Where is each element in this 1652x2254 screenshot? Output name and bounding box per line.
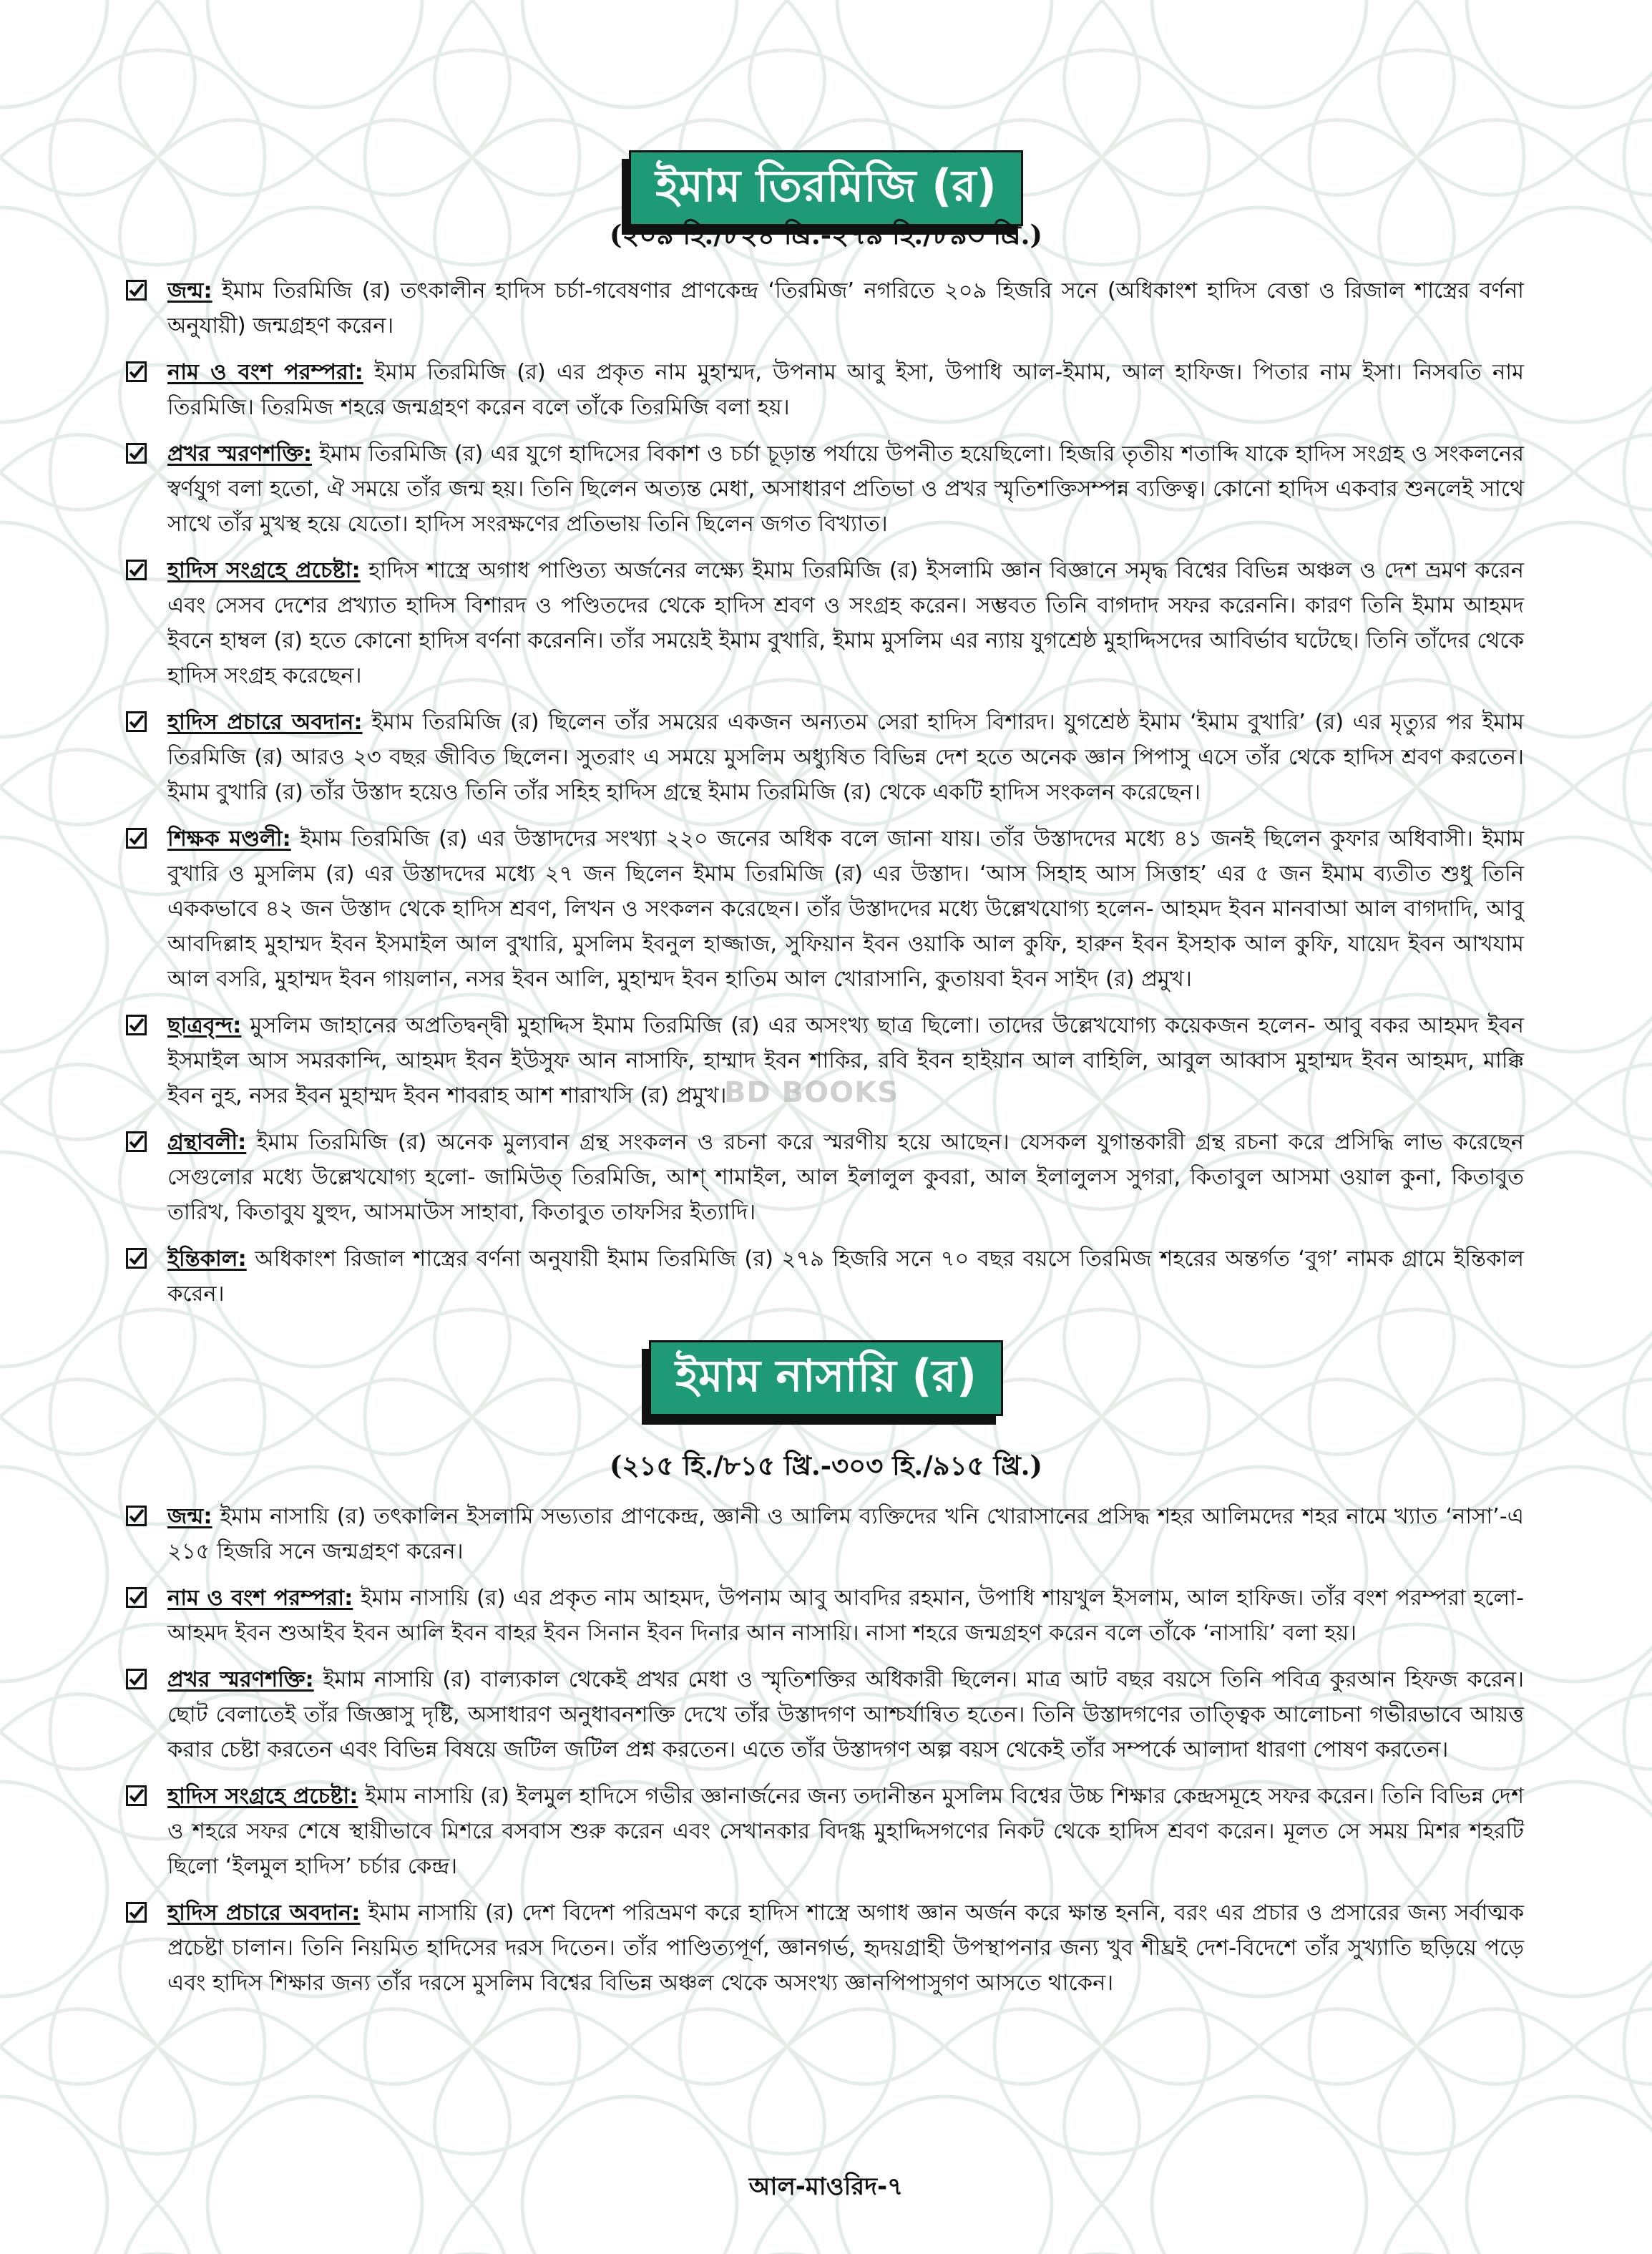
section1-item-name-lineage	[123, 355, 1524, 425]
section2-item-collection-effort	[123, 1779, 1524, 1884]
checkbox-checked-icon	[126, 711, 147, 732]
checkbox-checked-icon	[126, 280, 147, 301]
item-body: ইমাম নাসায়ি (র) ইলমুল হাদিসে গভীর জ্ঞানার্জনের জন্য তদানীন্তন মুসলিম বিশ্বের উচ্চ শিক্ষার কেন্দ্রসমূহে সফর করেন। তিনি বিভিন্ন দেশ ও শহরে সফর শেষে স্থায়ীভাবে মিশরে বসবাস শুরু করেন এবং সেখানকার বিদগ্ধ মুহাদ্দিসগণের নিকট থেকে হাদিস শ্রবণ করেন। মূলত সে সময় মিশর শহরটি ছিলো ‘ইলমুল হাদিস’ চর্চার কেন্দ্র।	[167, 1784, 1524, 1879]
checkbox-checked-icon	[126, 1902, 147, 1923]
item-body: ইমাম তিরমিজি (র) ছিলেন তাঁর সময়ের একজন অন্যতম সেরা হাদিস বিশারদ। যুগশ্রেষ্ঠ ইমাম ‘ইমাম বুখারি’ (র) এর মৃত্যুর পর ইমাম তিরমিজি (র) আরও ২৩ বছর জীবিত ছিলেন। সুতরাং এ সময়ে মুসলিম অধ্যুষিত বিভিন্ন দেশ হতে অনেক জ্ঞান পিপাসু এসে তাঁর থেকে হাদিস শ্রবণ করতেন। ইমাম বুখারি (র) তাঁর উস্তাদ হয়েও তিনি তাঁর সহিহ হাদিস গ্রন্থে ইমাম তিরমিজি (র) থেকে একটি হাদিস সংকলন করেছেন।	[167, 710, 1525, 805]
item-label: জন্ম:	[167, 278, 212, 303]
item-body: ইমাম তিরমিজি (র) এর উস্তাদদের সংখ্যা ২২০ জনের অধিক বলে জানা যায়। তাঁর উস্তাদদের মধ্যে ৪১ জনই ছিলেন কুফার অধিবাসী। ইমাম বুখারি ও মুসলিম (র) এর উস্তাদদের মধ্যে ২৭ জন ছিলেন ইমাম তিরমিজি (র) এর উস্তাদ। ‘আস সিহাহ আস সিত্তাহ’ এর ৫ জন ইমাম ব্যতীত শুধু তিনি এককভাবে ৪২ জন উস্তাদ থেকে হাদিস শ্রবণ, লিখন ও সংকলন করেছেন। তাঁর উস্তাদদের মধ্যে উল্লেখযোগ্য হলেন- আহমদ ইবন মানবাআ আল বাগদাদি, আবু আবদিল্লাহ মুহাম্মদ ইবন ইসমাইল আল বুখারি, মুসলিম ইবনুল হাজ্জাজ, সুফিয়ান ইবন ওয়াকি আল কুফি, হারুন ইবন ইসহাক আল কুফি, যায়েদ ইবন আখযাম আল বসরি, মুহাম্মদ ইবন গায়লান, নসর ইবন আলি, মুহাম্মদ ইবন হাতিম আল খোরাসানি, কুতায়বা ইবন সাইদ (র) প্রমুখ।	[167, 826, 1525, 992]
section2-item-memory	[123, 1662, 1524, 1767]
item-label: গ্রন্থাবলী:	[167, 1130, 247, 1155]
section1-item-books	[123, 1125, 1524, 1230]
item-label: হাদিস সংগ্রহে প্রচেষ্টা:	[167, 558, 361, 583]
item-body: ইমাম তিরমিজি (র) অনেক মুল্যবান গ্রন্থ সংকলন ও রচনা করে স্মরণীয় হয়ে আছেন। যেসকল যুগান্তকারী গ্রন্থ রচনা করে প্রসিদ্ধি লাভ করেছেন সেগুলোর মধ্যে উল্লেখযোগ্য হলো- জামিউত্ তিরমিজি, আশ্ শামাইল, আল ইলালুল কুবরা, আল ইলালুলস সুগরা, কিতাবুল আসমা ওয়াল কুনা, কিতাবুত তারিখ, কিতাবুয যুহুদ, আসমাউস সাহাবা, কিতাবুত তাফসির ইত্যাদি।	[167, 1130, 1524, 1225]
item-body: হাদিস শাস্ত্রে অগাধ পাণ্ডিত্য অর্জনের লক্ষ্যে ইমাম তিরমিজি (র) ইসলামি জ্ঞান বিজ্ঞানে সমৃদ্ধ বিশ্বের বিভিন্ন অঞ্চল ও দেশ ভ্রমণ করেন এবং সেসব দেশের প্রখ্যাত হাদিস বিশারদ ও পণ্ডিতদের থেকে হাদিস শ্রবণ ও সংগ্রহ করেন। সম্ভবত তিনি বাগদাদ সফর করেননি। কারণ তিনি ইমাম আহমদ ইবনে হাম্বল (র) হতে কোনো হাদিস বর্ণনা করেননি। তাঁর সময়েই ইমাম বুখারি, ইমাম মুসলিম এর ন্যায় যুগশ্রেষ্ঠ মুহাদ্দিসদের আবির্ভাব ঘটেছে। তিনি তাঁদের থেকে হাদিস সংগ্রহ করেছেন।	[167, 558, 1524, 688]
checkbox-checked-icon	[126, 1669, 147, 1689]
section1-dates: (২০৯ হি./৮২৪ খ্রি.-২৭৯ হি./৮৯৩ খ্রি.)	[609, 219, 1043, 250]
section2-content	[123, 1499, 1524, 2012]
item-text	[167, 355, 1524, 425]
item-body: অধিকাংশ রিজাল শাস্ত্রের বর্ণনা অনুযায়ী ইমাম তিরমিজি (র) ২৭৯ হিজরি সনে ৭০ বছর বয়সে তিরমিজ শহরের অন্তর্গত ‘বুগ’ নামক গ্রামে ইন্তিকাল করেন।	[167, 1246, 1524, 1307]
checkbox-checked-icon	[126, 1587, 147, 1608]
section1-title: ইমাম তিরমিজি (র)	[629, 150, 1023, 226]
checkbox-checked-icon	[126, 1506, 147, 1526]
section2-banner	[0, 1340, 1652, 1416]
section2-item-birth	[123, 1499, 1524, 1569]
section1-item-memory	[123, 436, 1524, 542]
section2-title: ইমাম নাসায়ি (র)	[649, 1340, 1003, 1416]
item-label: নাম ও বংশ পরম্পরা:	[167, 360, 363, 385]
watermark: BD BOOKS	[724, 1076, 899, 1109]
section1-content	[123, 273, 1524, 1323]
item-body: ইমাম নাসায়ি (র) তৎকালিন ইসলামি সভ্যতার প্রাণকেন্দ্র, জ্ঞানী ও আলিম ব্যক্তিদের খনি খোরাসানের প্রসিদ্ধ শহর আলিমদের শহর নামে খ্যাত ‘নাসা’-এ ২১৫ হিজরি সনে জন্মগ্রহণ করেন।	[167, 1504, 1524, 1564]
section1-item-teachers	[123, 821, 1524, 997]
item-text	[167, 705, 1524, 810]
section1-banner	[0, 150, 1652, 226]
section1-item-contribution	[123, 705, 1524, 810]
item-label: হাদিস সংগ্রহে প্রচেষ্টা:	[167, 1784, 358, 1809]
section2-item-contribution	[123, 1896, 1524, 2001]
item-label: শিক্ষক মণ্ডলী:	[167, 826, 291, 852]
item-label: হাদিস প্রচারে অবদান:	[167, 710, 363, 735]
item-body: ইমাম নাসায়ি (র) বাল্যকাল থেকেই প্রখর মেধা ও স্মৃতিশক্তির অধিকারী ছিলেন। মাত্র আট বছর বয়সে তিনি পবিত্র কুরআন হিফজ করেন। ছোট বেলাতেই তাঁর জিজ্ঞাসু দৃষ্টি, অসাধারণ অনুধাবনশক্তি দেখে তাঁর উস্তাদগণ আশ্চর্যান্বিত হতেন। তিনি উস্তাদগণের তাত্ত্বিক আলোচনা গভীরভাবে আয়ত্ত করার চেষ্টা করতেন এবং বিভিন্ন বিষয়ে জটিল জটিল প্রশ্ন করতেন। এতে তাঁর উস্তাদগণ অল্প বয়স থেকেই তাঁর সম্পর্কে আলাদা ধারণা পোষণ করতেন।	[167, 1667, 1524, 1762]
checkbox-checked-icon	[126, 361, 147, 382]
item-text	[167, 1581, 1524, 1651]
item-body: ইমাম নাসায়ি (র) দেশ বিদেশ পরিভ্রমণ করে হাদিস শাস্ত্রে অগাধ জ্ঞান অর্জন করে ক্ষান্ত হননি, বরং এর প্রচার ও প্রসারের জন্য সর্বাত্মক প্রচেষ্টা চালান। তিনি নিয়মিত হাদিসের দরস দিতেন। তাঁর পাণ্ডিত্যপূর্ণ, জ্ঞানগর্ভ, হৃদয়গ্রাহী উপস্থাপনার জন্য খুব শীঘ্রই দেশ-বিদেশে তাঁর সুখ্যাতি ছড়িয়ে পড়ে এবং হাদিস শিক্ষার জন্য তাঁর দরসে মুসলিম বিশ্বের বিভিন্ন অঞ্চল থেকে অসংখ্য জ্ঞানপিপাসুগণ আসতে থাকেন।	[167, 1901, 1525, 1996]
item-text	[167, 821, 1524, 997]
section2-item-name-lineage	[123, 1581, 1524, 1651]
page-footer: আল-মাওরিদ-৭	[748, 2172, 904, 2201]
item-body: ইমাম তিরমিজি (র) এর যুগে হাদিসের বিকাশ ও চর্চা চূড়ান্ত পর্যায়ে উপনীত হয়েছিলো। হিজরি তৃতীয় শতাব্দি যাকে হাদিস সংগ্রহ ও সংকলনের স্বর্ণযুগ বলা হতো, ঐ সময়ে তাঁর জন্ম হয়। তিনি ছিলেন অত্যন্ত মেধা, অসাধারণ প্রতিভা ও প্রখর স্মৃতিশক্তিসম্পন্ন ব্যক্তিত্ব। কোনো হাদিস একবার শুনলেই সাথে সাথে তাঁর মুখস্থ হয়ে যেতো। হাদিস সংরক্ষণের প্রতিভায় তিনি ছিলেন জগত বিখ্যাত।	[167, 441, 1524, 537]
item-body: মুসলিম জাহানের অপ্রতিদ্বন্দ্বী মুহাদ্দিস ইমাম তিরমিজি (র) এর অসংখ্য ছাত্র ছিলো। তাদের উল্লেখযোগ্য কয়েকজন হলেন- আবু বকর আহমদ ইবন ইসমাইল আস সমরকান্দি, আহমদ ইবন ইউসুফ আন নাসাফি, হাম্মাদ ইবন শাকির, রবি ইবন হাইয়ান আল বাহিলি, আবুল আব্বাস মুহাম্মদ ইবন আহমদ, মাক্কি ইবন নুহ, নসর ইবন মুহাম্মদ ইবন শাবরাহ আশ শারাখসি (র) প্রমুখ।	[167, 1013, 1524, 1108]
item-text	[167, 1241, 1524, 1312]
item-label: ছাত্রবৃন্দ:	[167, 1013, 242, 1038]
item-text	[167, 1779, 1524, 1884]
checkbox-checked-icon	[126, 828, 147, 849]
section2-dates: (২১৫ হি./৮১৫ খ্রি.-৩০৩ হি./৯১৫ খ্রি.)	[609, 1450, 1042, 1481]
item-text	[167, 1125, 1524, 1230]
item-text	[167, 1499, 1524, 1569]
item-body: ইমাম তিরমিজি (র) এর প্রকৃত নাম মুহাম্মদ, উপনাম আবু ইসা, উপাধি আল-ইমাম, আল হাফিজ। পিতার নাম ইসা। নিসবতি নাম তিরমিজি। তিরমিজ শহরে জন্মগ্রহণ করেন বলে তাঁকে তিরমিজি বলা হয়।	[167, 360, 1525, 420]
item-text	[167, 273, 1524, 343]
section1-item-birth	[123, 273, 1524, 343]
section1-item-collection-effort	[123, 553, 1524, 693]
section1-item-death	[123, 1241, 1524, 1312]
item-label: জন্ম:	[167, 1504, 212, 1529]
checkbox-checked-icon	[126, 1131, 147, 1152]
item-label: প্রখর স্মরণশক্তি:	[167, 441, 313, 467]
item-body: ইমাম তিরমিজি (র) তৎকালীন হাদিস চর্চা-গবেষণার প্রাণকেন্দ্র ‘তিরমিজ’ নগরিতে ২০৯ হিজরি সনে (অধিকাংশ হাদিস বেত্তা ও রিজাল শাস্ত্রের বর্ণনা অনুযায়ী) জন্মগ্রহণ করেন।	[167, 278, 1524, 338]
item-text	[167, 436, 1524, 542]
item-text	[167, 1896, 1524, 2001]
checkbox-checked-icon	[126, 560, 147, 580]
item-body: ইমাম নাসায়ি (র) এর প্রকৃত নাম আহমদ, উপনাম আবু আবদির রহমান, উপাধি শায়খুল ইসলাম, আল হাফিজ। তাঁর বংশ পরম্পরা হলো- আহমদ ইবন শুআইব ইবন আলি ইবন বাহর ইবন সিনান ইবন দিনার আন নাসায়ি। নাসা শহরে জন্মগ্রহণ করেন বলে তাঁকে ‘নাসায়ি’ বলা হয়।	[167, 1586, 1525, 1646]
checkbox-checked-icon	[126, 1785, 147, 1806]
checkbox-checked-icon	[126, 1015, 147, 1035]
item-label: ইন্তিকাল:	[167, 1246, 247, 1272]
item-text	[167, 553, 1524, 693]
item-label: হাদিস প্রচারে অবদান:	[167, 1901, 361, 1926]
item-label: নাম ও বংশ পরম্পরা:	[167, 1586, 353, 1611]
checkbox-checked-icon	[126, 1248, 147, 1269]
checkbox-checked-icon	[126, 443, 147, 464]
item-label: প্রখর স্মরণশক্তি:	[167, 1667, 314, 1692]
item-text	[167, 1662, 1524, 1767]
